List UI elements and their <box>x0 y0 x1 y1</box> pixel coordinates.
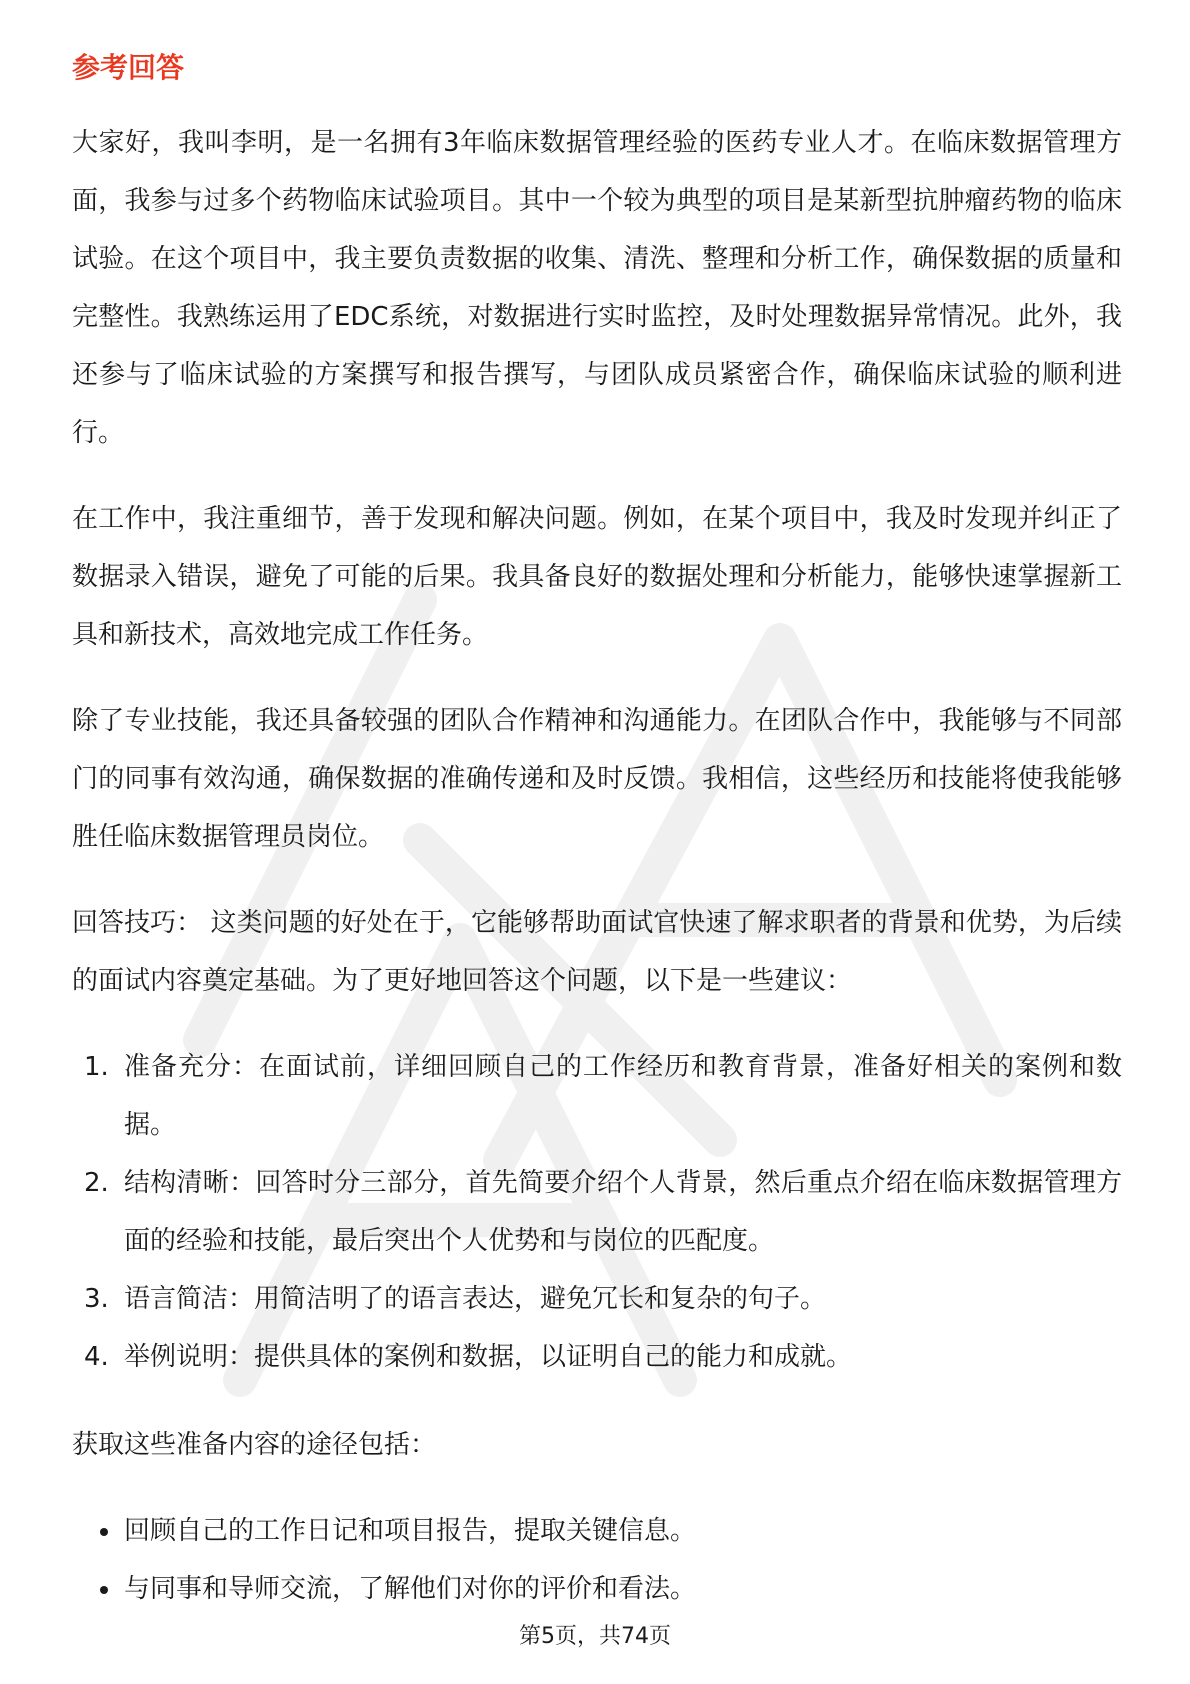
answer-paragraph-intro: 大家好，我叫李明，是一名拥有3年临床数据管理经验的医药专业人才。在临床数据管理方面，我参与过多个药物临床试验项目。其中一个较为典型的项目是某新型抗肿瘤药物的临床试验。在这个项目中，我主要负责数据的收集、清洗、整理和分析工作，确保数据的质量和完整性。我熟练运用了EDC系统，对数据进行实时监控，及时处理数据异常情况。此外，我还参与了临床试验的方案撰写和报告撰写，与团队成员紧密合作，确保临床试验的顺利进行。 <box>72 128 1122 448</box>
list-item-number: 4. <box>84 1342 109 1372</box>
list-item-text: 语言简洁：用简洁明了的语言表达，避免冗长和复杂的句子。 <box>124 1284 827 1314</box>
list-item-number: 1. <box>84 1052 109 1082</box>
main-content <box>72 48 1122 1618</box>
page-number: 第5页，共74页 <box>519 1624 671 1649</box>
list-item-text: 举例说明：提供具体的案例和数据，以证明自己的能力和成就。 <box>124 1342 853 1372</box>
list-item-number: 3. <box>84 1284 109 1314</box>
list-item-text: 与同事和导师交流，了解他们对你的评价和看法。 <box>124 1574 697 1604</box>
answer-paragraph-teamwork: 除了专业技能，我还具备较强的团队合作精神和沟通能力。在团队合作中，我能够与不同部门的同事有效沟通，确保数据的准确传递和及时反馈。我相信，这些经历和技能将使我能够胜任临床数据管理员岗位。 <box>72 706 1122 852</box>
list-item-number: 2. <box>84 1168 109 1198</box>
bullet-icon <box>100 1528 108 1536</box>
answer-paragraph-details: 在工作中，我注重细节，善于发现和解决问题。例如，在某个项目中，我及时发现并纠正了数据录入错误，避免了可能的后果。我具备良好的数据处理和分析能力，能够快速掌握新工具和新技术，高效地完成工作任务。 <box>72 504 1122 650</box>
list-item-text: 准备充分：在面试前，详细回顾自己的工作经历和教育背景，准备好相关的案例和数据。 <box>124 1052 1122 1140</box>
section-title: 参考回答 <box>72 51 185 84</box>
list-item-text: 结构清晰：回答时分三部分，首先简要介绍个人背景，然后重点介绍在临床数据管理方面的经验和技能，最后突出个人优势和与岗位的匹配度。 <box>124 1168 1122 1256</box>
sources-intro: 获取这些准备内容的途径包括： <box>72 1430 437 1460</box>
list-item <box>72 1154 1122 1270</box>
bullet-icon <box>100 1586 108 1594</box>
list-item <box>72 1270 1122 1328</box>
sources-list <box>72 1502 1122 1618</box>
list-item <box>72 1038 1122 1154</box>
answer-tips-intro: 回答技巧： 这类问题的好处在于，它能够帮助面试官快速了解求职者的背景和优势，为后续的面试内容奠定基础。为了更好地回答这个问题，以下是一些建议： <box>72 908 1122 996</box>
list-item <box>72 1328 1122 1386</box>
list-item <box>72 1560 1122 1618</box>
list-item <box>72 1502 1122 1560</box>
list-item-text: 回顾自己的工作日记和项目报告，提取关键信息。 <box>124 1516 697 1546</box>
tips-list <box>72 1038 1122 1386</box>
